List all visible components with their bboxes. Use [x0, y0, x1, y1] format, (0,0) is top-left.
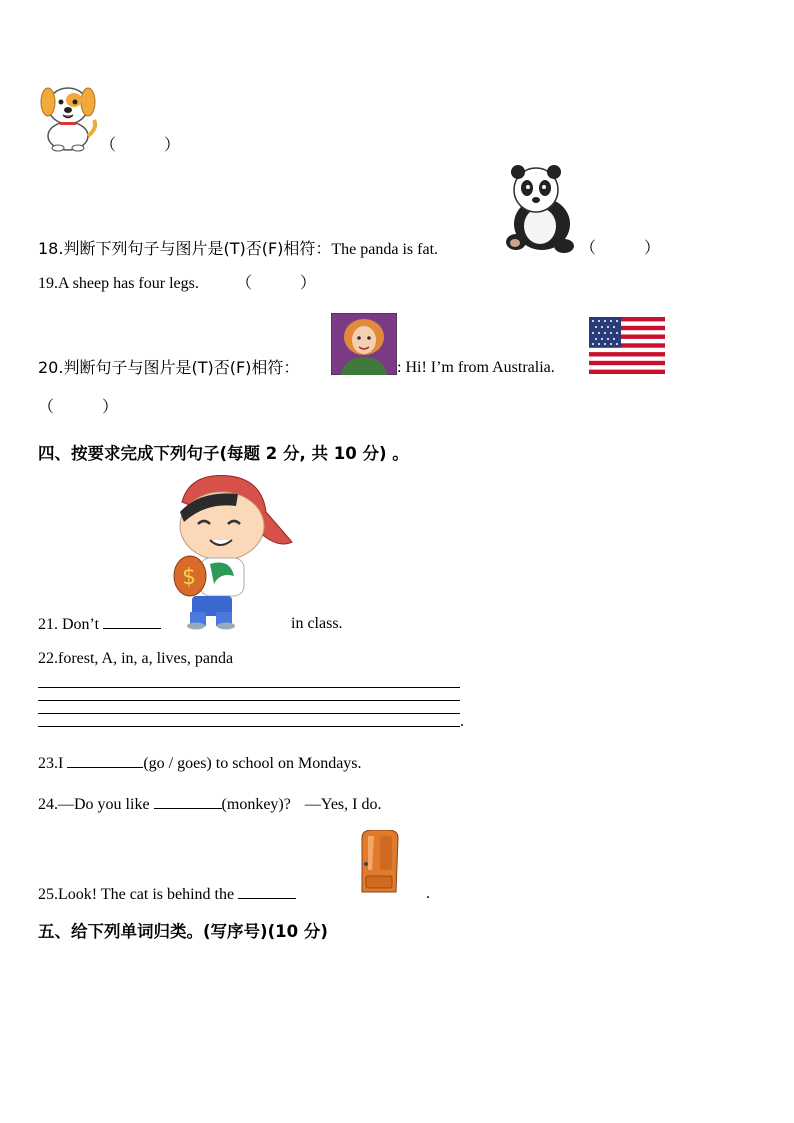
q21-start: 21. Don’t [38, 616, 100, 633]
q24-blank[interactable] [154, 794, 222, 809]
q18-answer-bracket[interactable]: （ ） [580, 240, 661, 257]
q22-period: . [460, 713, 464, 730]
panda-icon [502, 162, 578, 254]
q20-sentence: : Hi! I’m from Australia. [397, 359, 555, 376]
q25-blank[interactable] [238, 884, 296, 899]
q24-start: 24.—Do you like [38, 796, 150, 813]
q23-start: 23.I [38, 755, 64, 772]
door-picture [358, 830, 400, 894]
q21-end: in class. [291, 615, 343, 632]
q24-middle: (monkey)? [221, 796, 291, 813]
q24-line [38, 794, 381, 815]
q25-end: . [426, 885, 430, 902]
svg-text:$: $ [182, 565, 196, 590]
section-4-title: 四、按要求完成下列句子(每题 2 分, 共 10 分) 。 [38, 444, 409, 463]
q21-blank[interactable] [103, 614, 161, 629]
door-icon [358, 830, 400, 894]
q25-start: 25.Look! The cat is behind the [38, 886, 235, 903]
q25-line [38, 884, 296, 905]
flag-picture [589, 317, 665, 374]
dog-picture [36, 78, 100, 152]
girl-picture [331, 313, 397, 375]
q21-line [38, 614, 161, 635]
dog-icon [36, 78, 100, 152]
q22-answer-line-2[interactable] [38, 700, 460, 701]
q22-answer-line-1[interactable] [38, 687, 460, 688]
q18-prefix: 判断下列句子与图片是(T)否(F)相符： [63, 239, 332, 258]
q22-words: 22.forest, A, in, a, lives, panda [38, 650, 234, 667]
q20-answer-bracket[interactable]: （ ） [38, 399, 119, 416]
boy-eating-icon [170, 472, 294, 630]
q22-answer-line-3[interactable] [38, 713, 460, 714]
q20-number: 20. [38, 358, 64, 377]
q19-answer-bracket[interactable]: （ ） [236, 275, 317, 292]
q20-line [38, 358, 299, 379]
q24-end: —Yes, I do. [304, 796, 382, 813]
q23-end: (go / goes) to school on Mondays. [143, 755, 362, 772]
girl-portrait-icon [331, 313, 397, 375]
q20-prefix: 判断句子与图片是(T)否(F)相符： [63, 358, 300, 377]
q18-number: 18. [38, 239, 64, 258]
q23-blank[interactable] [67, 753, 143, 768]
q18-sentence: The panda is fat. [331, 241, 439, 258]
q19-line: 19.A sheep has four legs. [38, 275, 199, 292]
section-5-title: 五、给下列单词归类。(写序号)(10 分) [38, 922, 328, 941]
q18-line [38, 239, 438, 260]
q17-answer-bracket[interactable]: （ ） [100, 137, 181, 154]
panda-picture [502, 162, 578, 254]
usa-flag-icon [589, 317, 665, 374]
boy-picture [170, 472, 294, 630]
q22-answer-line-4[interactable] [38, 726, 460, 727]
q23-line [38, 753, 362, 774]
